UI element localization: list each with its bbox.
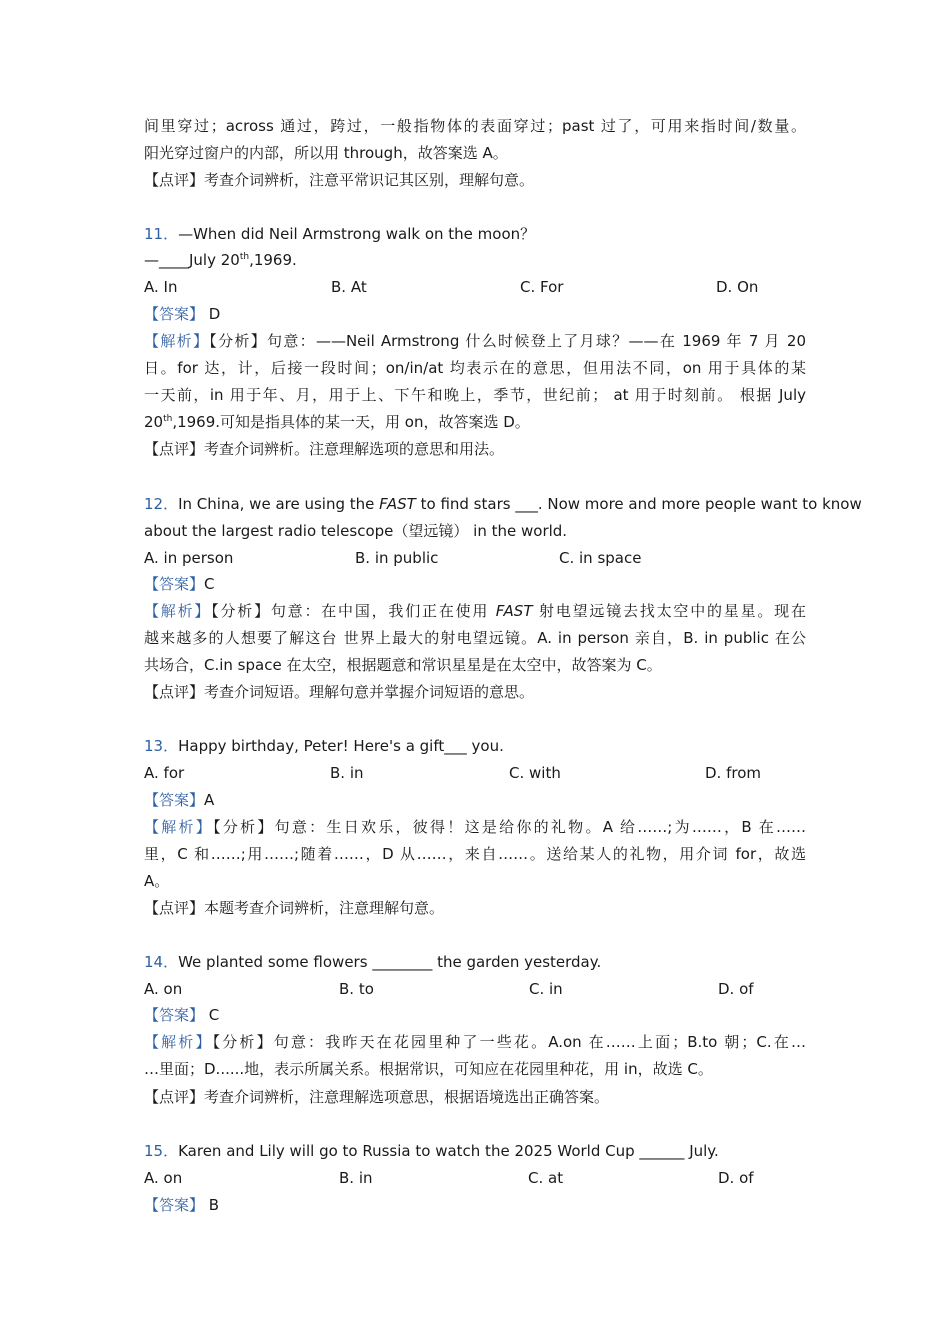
q12-question-text-c: . Now more and more people want to know <box>537 495 862 513</box>
q14-analysis-text-1: 【分析】句意：我昨天在花园里种了一些花。A.on 在……上面；B.to 朝；C.在… <box>212 1033 806 1051</box>
q15-blank: ______ <box>639 1142 685 1160</box>
q15-answer-label: 【答案】 <box>144 1196 205 1214</box>
q11-option-b: B. At <box>331 278 367 296</box>
q13-option-a: A. for <box>144 764 185 782</box>
q15-question-text-a: Karen and Lily will go to Russia to watch the 2025 World Cup <box>178 1142 640 1160</box>
q14-comment: 【点评】考查介词辨析，注意理解选项意思，根据语境选出正确答案。 <box>144 1088 610 1106</box>
q11-analysis-text-4: ,1969.可知是指具体的某一天，用 on，故答案选 D。 <box>172 413 530 431</box>
q13-options <box>144 761 806 785</box>
q14-options <box>144 977 806 1001</box>
q14-analysis-line-1 <box>144 1030 806 1054</box>
q13-blank: ___ <box>444 737 467 755</box>
q12-question-fast: FAST <box>379 495 416 513</box>
q12-blank: ___ <box>515 495 538 513</box>
q11-analysis-line-4 <box>144 410 806 434</box>
q11-comment: 【点评】考查介词辨析。注意理解选项的意思和用法。 <box>144 440 505 458</box>
q12-number: 12． <box>144 495 179 513</box>
q14-answer-label: 【答案】 <box>144 1006 205 1024</box>
q15-option-c: C. at <box>528 1169 564 1187</box>
q14-question <box>144 950 806 974</box>
q13-option-c: C. with <box>509 764 561 782</box>
q15-options <box>144 1166 806 1190</box>
q12-analysis-fast: FAST <box>495 602 533 620</box>
q13-number: 13． <box>144 737 179 755</box>
q13-option-b: B. in <box>330 764 364 782</box>
q11-date: July 20 <box>189 251 240 269</box>
q14-option-d: D. of <box>718 980 754 998</box>
q11-analysis-line-3: 一天前，in 用于年、月，用于上、下午和晚上，季节，世纪前； at 用于时刻前。 根据 July <box>144 386 806 404</box>
q12-analysis-text-a: 【分析】句意：在中国，我们正在使用 <box>211 602 496 620</box>
q12-analysis-line-2: 越来越多的人想要了解这台 世界上最大的射电望远镜。A. in person 亲自，B. in public 在公 <box>144 629 806 647</box>
q15-answer <box>144 1193 806 1217</box>
q12-question <box>144 492 862 516</box>
q11-question <box>144 222 806 246</box>
q15-answer-value: B <box>204 1196 220 1214</box>
q11-number: 11． <box>144 225 179 243</box>
q14-question-text-a: We planted some flowers <box>178 953 373 971</box>
q11-question-line-2 <box>144 248 806 272</box>
q12-option-c: C. in space <box>559 549 642 567</box>
q13-answer-value: A <box>204 791 215 809</box>
q11-option-a: A. In <box>144 278 178 296</box>
q11-answer-label: 【答案】 <box>144 305 205 323</box>
q12-question-text-a: In China, we are using the <box>178 495 380 513</box>
q12-question-text-b: to find stars <box>415 495 516 513</box>
q13-analysis-label: 【解析】 <box>144 818 214 836</box>
q12-answer-value: C <box>204 575 215 593</box>
q14-analysis-label: 【解析】 <box>144 1033 213 1051</box>
q14-number: 14． <box>144 953 179 971</box>
q15-option-a: A. on <box>144 1169 183 1187</box>
q11-analysis-line-1 <box>144 329 806 353</box>
intro-comment: 【点评】考查介词辨析，注意平常识记其区别，理解句意。 <box>144 171 535 189</box>
q13-answer-label: 【答案】 <box>144 791 205 809</box>
q12-analysis-label: 【解析】 <box>144 602 212 620</box>
q11-dash: — <box>144 251 159 269</box>
q13-option-d: D. from <box>705 764 761 782</box>
intro-line-2: 阳光穿过窗户的内部，所以用 through，故答案选 A。 <box>144 144 508 162</box>
q14-option-b: B. to <box>339 980 374 998</box>
q12-option-a: A. in person <box>144 549 234 567</box>
q12-option-b: B. in public <box>355 549 439 567</box>
q12-answer-label: 【答案】 <box>144 575 205 593</box>
q14-answer-value: C <box>204 1006 220 1024</box>
q12-analysis-line-1 <box>144 599 806 623</box>
q12-comment: 【点评】考查介词短语。理解句意并掌握介词短语的意思。 <box>144 683 535 701</box>
q15-question-text-b: July. <box>684 1142 719 1160</box>
q11-answer <box>144 302 806 326</box>
q11-analysis-line-2: 日。for 达，计，后接一段时间；on/in/at 均表示在的意思，但用法不同，on 用于具体的某 <box>144 359 806 377</box>
q13-question <box>144 734 806 758</box>
q11-question-text: —When did Neil Armstrong walk on the moon？ <box>178 225 536 243</box>
q13-analysis-line-3: A。 <box>144 872 170 890</box>
q11-options <box>144 275 806 299</box>
q11-analysis-text-1: 【分析】句意：——Neil Armstrong 什么时候登上了月球？——在 1969 年 7 月 20 <box>209 332 806 350</box>
q11-blank: ____ <box>159 251 189 269</box>
q11-analysis-date: 20 <box>144 413 164 431</box>
q12-options <box>144 546 806 570</box>
q13-question-text-b: you. <box>466 737 504 755</box>
q13-analysis-line-1 <box>144 815 806 839</box>
q15-option-b: B. in <box>339 1169 373 1187</box>
q13-analysis-line-2: 里，C 和……;用……;随着……，D 从……，来自……。送给某人的礼物，用介词 for，故选 <box>144 845 806 863</box>
q15-question <box>144 1139 806 1163</box>
intro-line-1: 间里穿过；across 通过，跨过，一般指物体的表面穿过；past 过了，可用来指时间/数量。 <box>144 117 806 135</box>
q12-analysis-line-3: 共场合，C.in space 在太空，根据题意和常识星星是在太空中，故答案为 C。 <box>144 656 662 674</box>
q11-date-sup: th <box>239 252 250 262</box>
q14-answer <box>144 1003 806 1027</box>
q12-question-line-2: about the largest radio telescope（望远镜） in the world. <box>144 522 568 540</box>
q11-date-suffix: ,1969. <box>249 251 297 269</box>
q11-option-c: C. For <box>520 278 564 296</box>
q14-blank: ________ <box>372 953 433 971</box>
q11-analysis-date-sup: th <box>163 414 173 424</box>
q14-question-text-b: the garden yesterday. <box>432 953 602 971</box>
q13-question-text-a: Happy birthday, Peter! Here's a gift <box>178 737 445 755</box>
q15-number: 15． <box>144 1142 179 1160</box>
q13-analysis-text-1: 【分析】句意：生日欢乐，彼得！这是给你的礼物。A 给……;为……，B 在…… <box>213 818 806 836</box>
q12-analysis-text-b: 射电望远镜去找太空中的星星。现在 <box>532 602 806 620</box>
q13-comment: 【点评】本题考查介词辨析，注意理解句意。 <box>144 899 445 917</box>
q11-option-d: D. On <box>716 278 759 296</box>
q12-answer <box>144 572 806 596</box>
q13-answer <box>144 788 806 812</box>
q11-answer-value: D <box>204 305 221 323</box>
q11-analysis-label: 【解析】 <box>144 332 210 350</box>
q15-option-d: D. of <box>718 1169 754 1187</box>
q14-analysis-line-2: …里面；D......地，表示所属关系。根据常识，可知应在花园里种花，用 in，故选 C。 <box>144 1060 713 1078</box>
q14-option-a: A. on <box>144 980 183 998</box>
q14-option-c: C. in <box>529 980 563 998</box>
